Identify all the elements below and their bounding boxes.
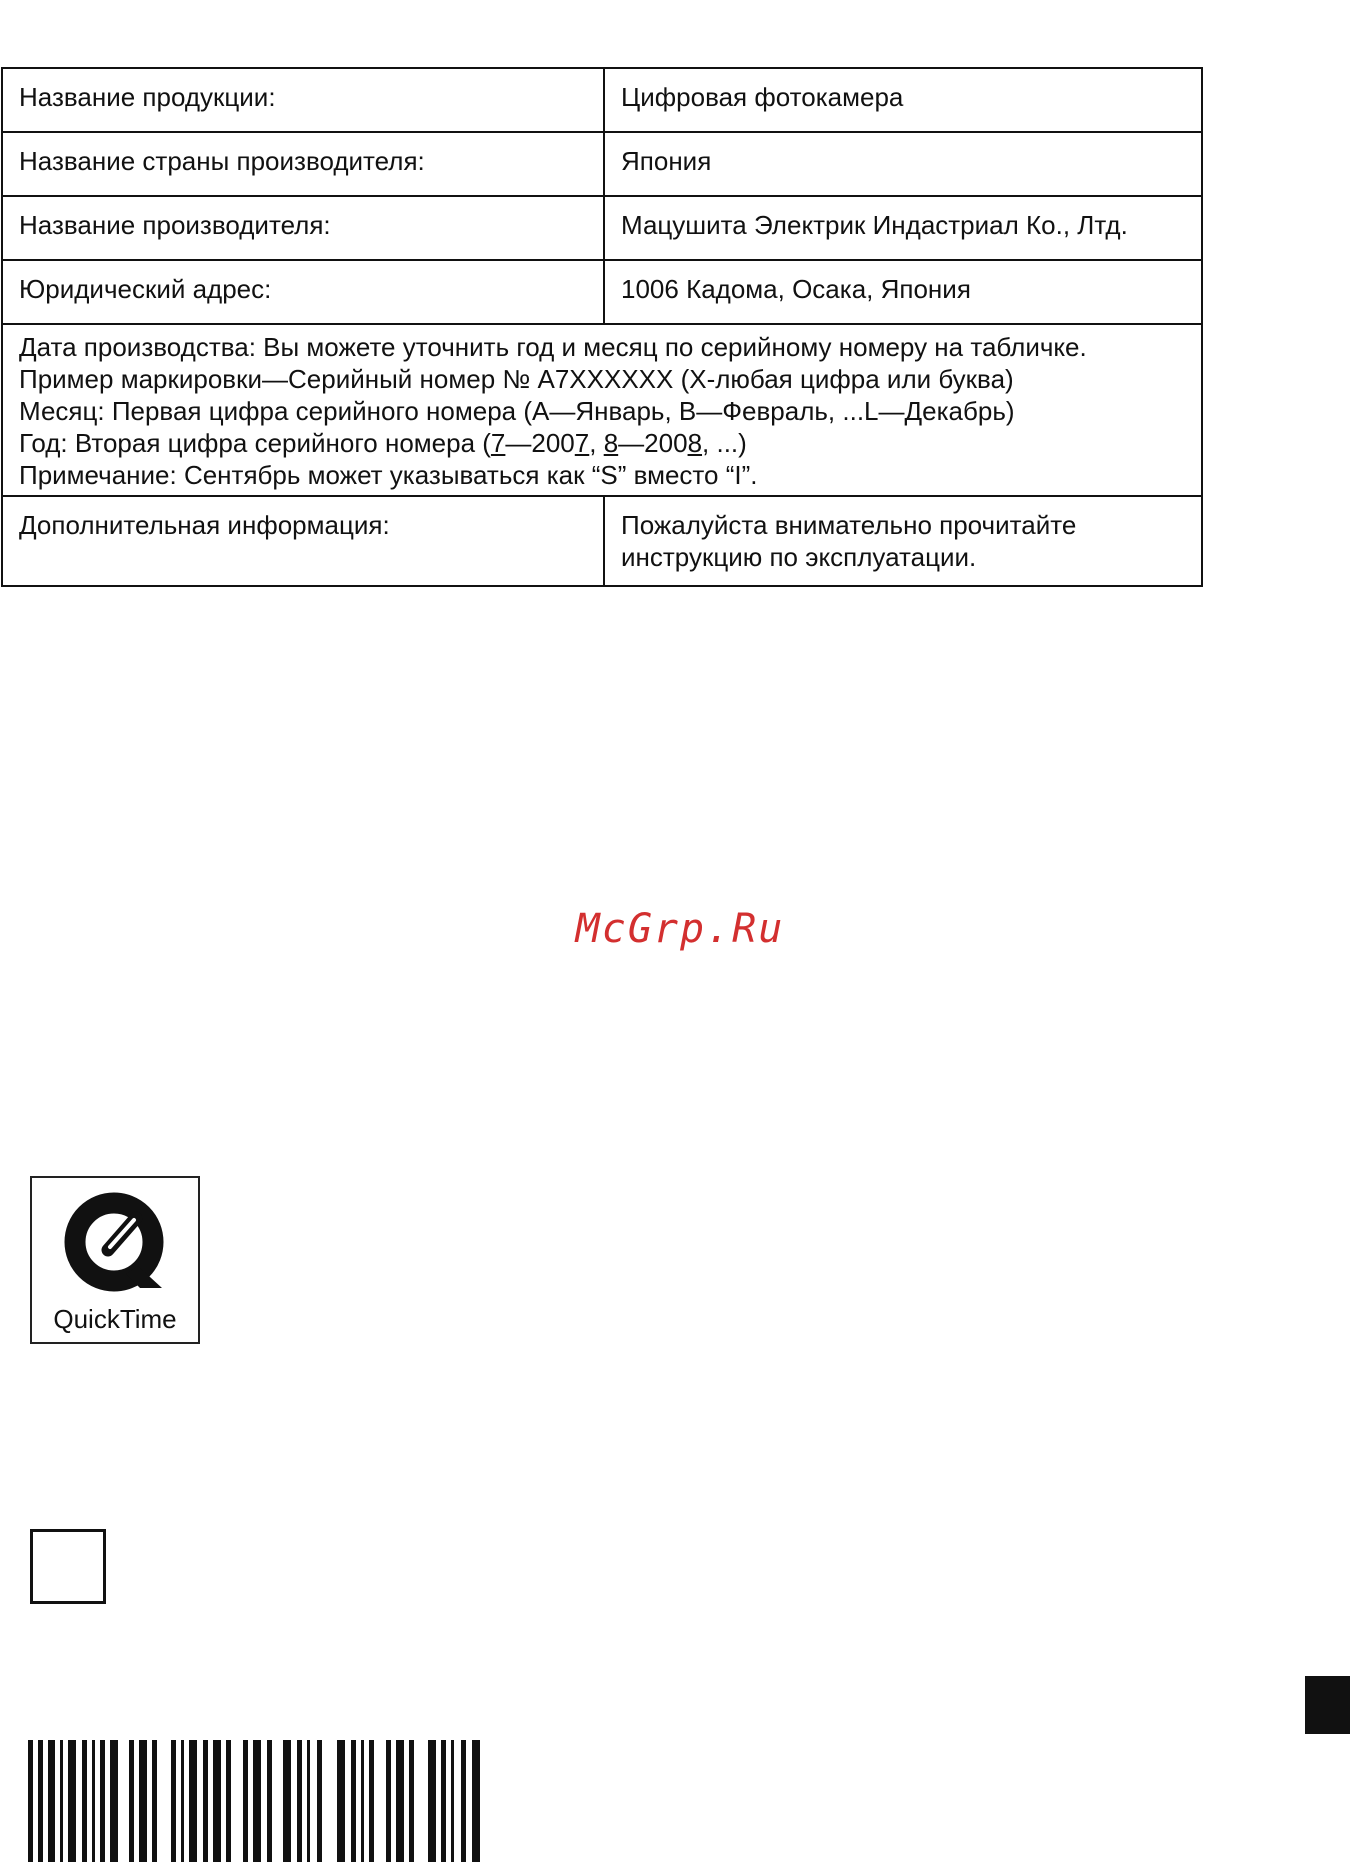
row-value: 1006 Кадома, Осака, Япония <box>604 260 1202 324</box>
empty-square <box>30 1529 106 1604</box>
year-line-prefix: Год: Вторая цифра серийного номера ( <box>19 428 491 458</box>
barcode-bar <box>386 1740 391 1862</box>
watermark: McGrp.Ru <box>575 906 785 952</box>
barcode-bar <box>337 1740 345 1862</box>
production-date-line: Дата производства: Вы можете уточнить год и месяц по серийному номеру на табличке. <box>19 332 1087 362</box>
barcode-bar <box>110 1740 118 1862</box>
barcode-bar <box>409 1740 414 1862</box>
barcode-bar <box>226 1740 231 1862</box>
barcode-bar <box>129 1740 134 1862</box>
quicktime-logo <box>30 1176 200 1344</box>
barcode-bar <box>428 1740 436 1862</box>
row-label: Название производителя: <box>2 196 604 260</box>
barcode-bar <box>441 1740 446 1862</box>
product-info-table <box>1 67 1203 587</box>
year-line-text: —200 <box>505 428 575 458</box>
barcode-bar <box>60 1740 63 1862</box>
marking-example-line: Пример маркировки—Серийный номер № A7XXXXXX (X-любая цифра или буква) <box>19 364 1014 394</box>
barcode-bar <box>243 1740 248 1862</box>
barcode-bar <box>283 1740 291 1862</box>
barcode-bar <box>297 1740 302 1862</box>
row-label: Название страны производителя: <box>2 132 604 196</box>
table-row <box>2 68 1202 132</box>
barcode-bar <box>253 1740 261 1862</box>
barcode-bar <box>267 1740 272 1862</box>
year-digit-underlined: 8 <box>603 428 619 458</box>
barcode-bar <box>68 1740 76 1862</box>
table-row <box>2 260 1202 324</box>
barcode-bar <box>82 1740 87 1862</box>
production-date-row <box>2 324 1202 496</box>
row-value: Цифровая фотокамера <box>604 68 1202 132</box>
barcode-bar <box>361 1740 364 1862</box>
production-date-cell <box>2 324 1202 496</box>
black-edge-marker <box>1305 1676 1350 1734</box>
row-value: Мацушита Электрик Индастриал Ко., Лтд. <box>604 196 1202 260</box>
table-row <box>2 196 1202 260</box>
barcode-bar <box>48 1740 55 1862</box>
september-note-line: Примечание: Сентябрь может указываться как “S” вместо “I”. <box>19 460 758 490</box>
barcode-bar <box>203 1740 208 1862</box>
additional-info-line: Пожалуйста внимательно прочитайте <box>621 510 1077 540</box>
year-digit-underlined: 8 <box>687 428 703 458</box>
additional-info-value <box>604 496 1202 586</box>
barcode-bar <box>461 1740 466 1862</box>
year-line-separator: , <box>589 428 604 458</box>
barcode-bar <box>92 1740 95 1862</box>
barcode-bar <box>396 1740 404 1862</box>
barcode-bar <box>171 1740 176 1862</box>
year-line-text: —200 <box>618 428 688 458</box>
additional-info-label: Дополнительная информация: <box>2 496 604 586</box>
additional-info-row <box>2 496 1202 586</box>
barcode-bar <box>213 1740 221 1862</box>
year-digit-underlined: 7 <box>574 428 590 458</box>
row-label: Юридический адрес: <box>2 260 604 324</box>
year-digit-underlined: 7 <box>490 428 506 458</box>
barcode-bar <box>189 1740 197 1862</box>
barcode-bar <box>100 1740 105 1862</box>
table-row <box>2 132 1202 196</box>
quicktime-label: QuickTime <box>53 1304 177 1334</box>
barcode-bar <box>28 1740 33 1862</box>
barcode-bar <box>38 1740 43 1862</box>
barcode-bar <box>181 1740 184 1862</box>
barcode-bar <box>472 1740 480 1862</box>
barcode-bar <box>317 1740 322 1862</box>
quicktime-logo-icon <box>64 1192 168 1296</box>
year-line-suffix: , ...) <box>702 428 747 458</box>
month-line: Месяц: Первая цифра серийного номера (A—Январь, B—Февраль, ...L—Декабрь) <box>19 396 1015 426</box>
barcode-bar <box>369 1740 374 1862</box>
row-value: Япония <box>604 132 1202 196</box>
barcode-bar <box>451 1740 454 1862</box>
barcode-bar <box>139 1740 147 1862</box>
row-label: Название продукции: <box>2 68 604 132</box>
barcode-bar <box>152 1740 157 1862</box>
additional-info-line: инструкцию по эксплуатации. <box>621 542 977 572</box>
barcode <box>28 1740 476 1862</box>
barcode-bar <box>351 1740 356 1862</box>
year-line <box>19 427 1185 459</box>
barcode-bar <box>307 1740 310 1862</box>
